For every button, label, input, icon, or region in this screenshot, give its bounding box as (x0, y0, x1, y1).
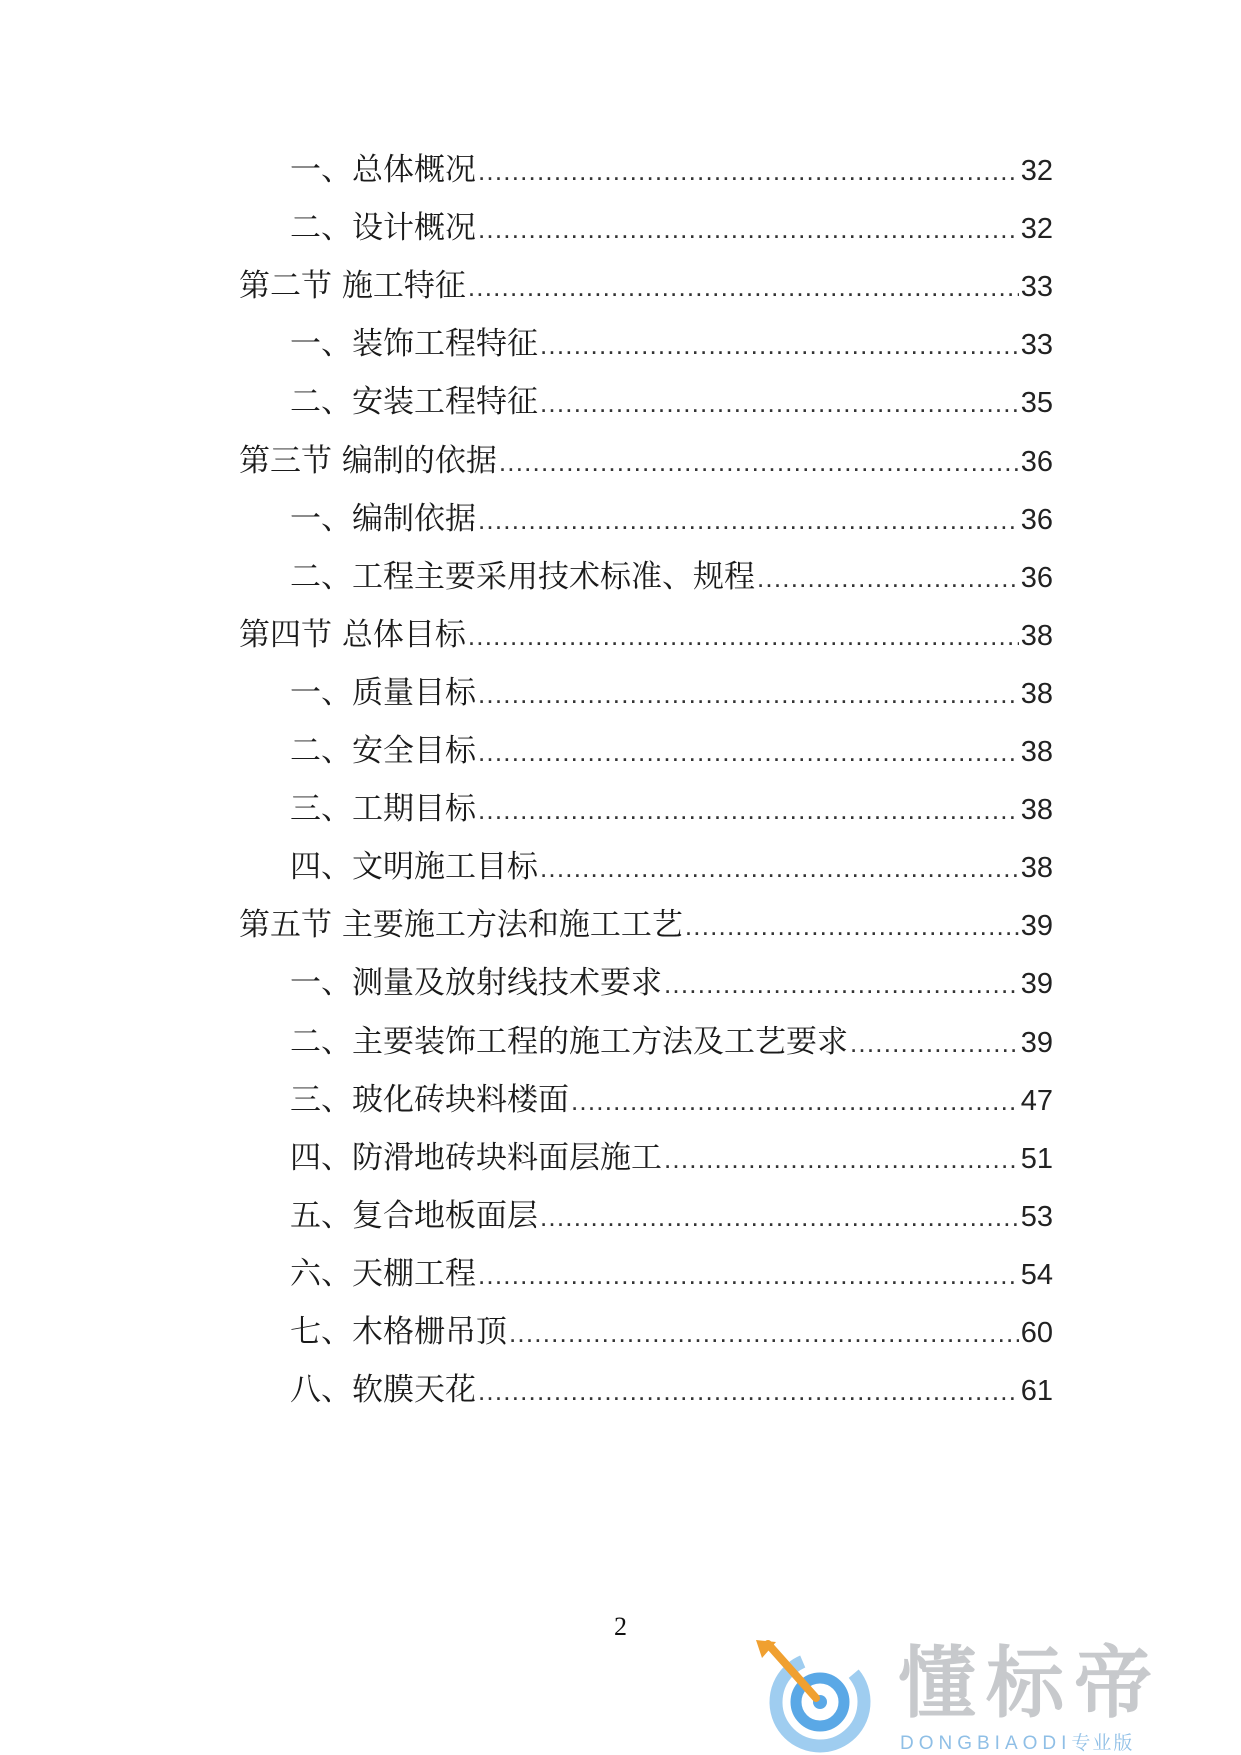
toc-leader-dots (540, 320, 1019, 370)
toc-leader-dots (478, 146, 1019, 196)
toc-entry-line (239, 261, 1053, 311)
target-logo-icon (750, 1640, 880, 1754)
toc-entry-page: 53 (1020, 1200, 1053, 1233)
toc-entry-title: 设计概况 (352, 210, 476, 247)
toc-entry[interactable] (0, 1365, 1241, 1415)
toc-entry-title: 第三节 编制的依据 (239, 442, 497, 479)
toc-entry-marker: 五、 (290, 1197, 352, 1234)
toc-entry-marker: 四、 (290, 849, 352, 886)
toc-entry[interactable] (0, 319, 1241, 369)
toc-entry-line (290, 842, 1053, 892)
toc-entry-line (290, 145, 1053, 195)
toc-entry[interactable] (0, 610, 1241, 660)
toc-entry-title: 文明施工目标 (352, 849, 538, 886)
toc-entry[interactable] (0, 261, 1241, 311)
toc-entry[interactable] (0, 1017, 1241, 1067)
toc-entry-page: 54 (1020, 1258, 1053, 1291)
toc-leader-dots (540, 843, 1019, 893)
page-number: 2 (614, 1612, 627, 1641)
toc-entry-title: 天棚工程 (352, 1255, 476, 1292)
toc-entry-page: 38 (1020, 794, 1053, 827)
toc-entry[interactable] (0, 668, 1241, 718)
toc-entry[interactable] (0, 784, 1241, 834)
toc-entry-page: 32 (1020, 155, 1053, 187)
toc-leader-dots (540, 378, 1019, 428)
toc-leader-dots (509, 1308, 1019, 1358)
toc-entry-page: 32 (1020, 213, 1053, 246)
toc-entry[interactable] (0, 1133, 1241, 1183)
toc-entry[interactable] (0, 842, 1241, 892)
watermark-subtitle (900, 1728, 1134, 1755)
toc-leader-dots (664, 1134, 1019, 1184)
toc-entry-marker: 一、 (290, 152, 352, 188)
toc-entry-marker: 三、 (290, 1081, 352, 1118)
toc-entry-line (290, 784, 1053, 834)
toc-entry-page: 38 (1020, 619, 1053, 652)
toc-leader-dots (540, 1192, 1019, 1242)
toc-entry-page: 51 (1020, 1142, 1053, 1175)
toc-entry-marker: 二、 (290, 1023, 352, 1060)
toc-entry-page: 33 (1020, 271, 1053, 304)
toc-entry[interactable] (0, 203, 1241, 253)
toc-entry[interactable] (0, 1191, 1241, 1241)
toc-entry-title: 玻化砖块料楼面 (352, 1081, 569, 1118)
toc-leader-dots (757, 553, 1019, 603)
toc-entry-title: 编制依据 (352, 500, 476, 537)
toc-entry-page: 47 (1020, 1084, 1053, 1117)
toc-entry[interactable] (0, 958, 1241, 1008)
toc-entry-title: 复合地板面层 (352, 1197, 538, 1234)
toc-entry[interactable] (0, 1307, 1241, 1357)
toc-leader-dots (478, 1366, 1019, 1416)
toc-entry-page: 38 (1020, 736, 1053, 768)
toc-entry-page: 61 (1020, 1375, 1053, 1408)
toc-entry-title: 工程主要采用技术标准、规程 (352, 558, 755, 595)
toc-entry-title: 主要装饰工程的施工方法及工艺要求 (352, 1023, 848, 1060)
toc-entry-line (290, 494, 1053, 544)
toc-entry-line (290, 319, 1053, 369)
toc-entry[interactable] (0, 552, 1241, 602)
toc-entry-line (290, 1133, 1053, 1183)
toc-entry-title: 第四节 总体目标 (239, 616, 466, 653)
toc-entry-title: 工期目标 (352, 791, 476, 828)
toc-entry-title: 安装工程特征 (352, 384, 538, 421)
toc-entry[interactable] (0, 377, 1241, 427)
toc-entry-line (290, 203, 1053, 253)
toc-leader-dots (478, 1250, 1019, 1300)
toc-entry[interactable] (0, 1075, 1241, 1125)
toc-entry-page: 60 (1020, 1317, 1053, 1349)
toc-entry-page: 39 (1020, 1026, 1053, 1059)
toc-entry-line (290, 1249, 1053, 1299)
toc-entry-title: 装饰工程特征 (352, 326, 538, 363)
toc-entry-line (290, 726, 1053, 776)
toc-leader-dots (468, 262, 1019, 312)
toc-entry-title: 安全目标 (352, 733, 476, 769)
toc-entry-title: 第五节 主要施工方法和施工工艺 (239, 907, 683, 944)
toc-entry-page: 36 (1020, 561, 1053, 594)
toc-entry-page: 36 (1020, 445, 1053, 478)
toc-leader-dots (850, 1018, 1019, 1068)
toc-leader-dots (478, 495, 1019, 545)
toc-entry-page: 35 (1020, 387, 1053, 420)
toc-leader-dots (478, 669, 1019, 719)
toc-leader-dots (468, 611, 1019, 661)
toc-entry-marker: 四、 (290, 1139, 352, 1176)
toc-entry-page: 36 (1020, 503, 1053, 536)
toc-entry-page: 38 (1020, 677, 1053, 710)
toc-leader-dots (664, 959, 1019, 1009)
toc-entry-page: 38 (1020, 852, 1053, 885)
toc-entry-marker: 二、 (290, 384, 352, 421)
toc-leader-dots (499, 437, 1019, 487)
toc-entry-marker: 三、 (290, 791, 352, 828)
toc-entry-line (239, 610, 1053, 660)
toc-entry-marker: 一、 (290, 326, 352, 363)
toc-leader-dots (685, 901, 1019, 951)
toc-entry-line (290, 1365, 1053, 1415)
toc-entry-title: 第二节 施工特征 (239, 268, 466, 305)
toc-entry-page: 39 (1020, 968, 1053, 1001)
toc-entry-line (239, 900, 1053, 950)
toc-entry-marker: 七、 (290, 1314, 352, 1350)
toc-entry-line (239, 436, 1053, 486)
toc-leader-dots (478, 727, 1019, 777)
toc-entry-marker: 一、 (290, 500, 352, 537)
toc-leader-dots (478, 785, 1019, 835)
toc-entry-line (290, 958, 1053, 1008)
toc-entry[interactable] (0, 436, 1241, 486)
toc-entry-title: 测量及放射线技术要求 (352, 965, 662, 1002)
toc-entry-line (290, 1017, 1053, 1067)
toc-entry[interactable] (0, 145, 1241, 195)
toc-entry-marker: 二、 (290, 210, 352, 247)
watermark-brand-name: 懂标帝 (898, 1639, 1163, 1729)
toc-entry-marker: 二、 (290, 558, 352, 595)
toc-entry[interactable] (0, 1249, 1241, 1299)
toc-entry-marker: 一、 (290, 965, 352, 1002)
toc-entry[interactable] (0, 900, 1241, 950)
toc-entry[interactable] (0, 726, 1241, 776)
toc-entry-page: 33 (1020, 329, 1053, 362)
watermark (750, 1639, 1220, 1754)
toc-entry-title: 质量目标 (352, 674, 476, 711)
toc-leader-dots (571, 1076, 1019, 1126)
toc-entry[interactable] (0, 494, 1241, 544)
toc-entry-line (290, 1075, 1053, 1125)
toc-leader-dots (478, 204, 1019, 254)
toc-entry-page: 39 (1020, 910, 1053, 943)
toc-entry-marker: 二、 (290, 733, 352, 769)
watermark-subtitle-cn: 专业版 (1071, 1732, 1135, 1754)
watermark-subtitle-en: DONGBIAODI (900, 1733, 1072, 1754)
toc-entry-title: 木格栅吊顶 (352, 1314, 507, 1350)
toc-entry-line (290, 1191, 1053, 1241)
toc-entry-line (290, 552, 1053, 602)
toc-entry-line (290, 1307, 1053, 1357)
toc-entry-marker: 一、 (290, 674, 352, 711)
toc-entry-title: 总体概况 (352, 152, 476, 188)
toc-entry-line (290, 668, 1053, 718)
toc-entry-title: 防滑地砖块料面层施工 (352, 1139, 662, 1176)
toc-entry-marker: 八、 (290, 1372, 352, 1409)
toc-entry-title: 软膜天花 (352, 1372, 476, 1409)
toc-entry-line (290, 377, 1053, 427)
toc-entry-marker: 六、 (290, 1255, 352, 1292)
